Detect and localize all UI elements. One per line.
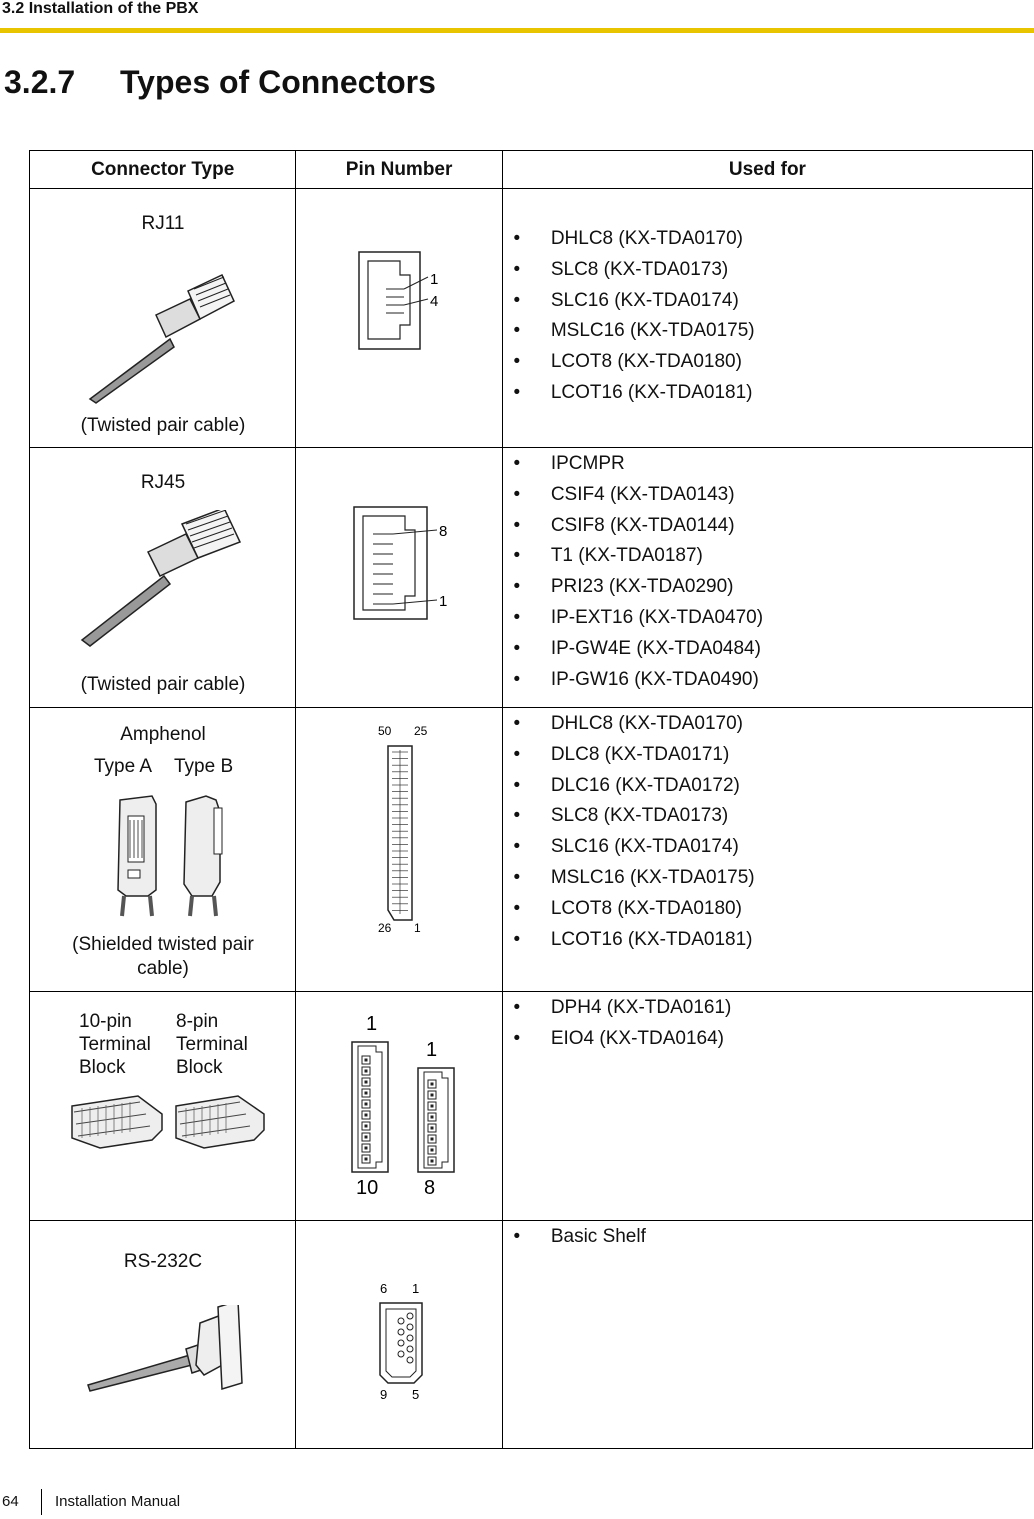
pin-label: 1 <box>426 1039 438 1061</box>
page-number: 64 <box>2 1493 19 1510</box>
cable-label: (Twisted pair cable) <box>80 674 246 695</box>
header-connector-type: Connector Type <box>30 151 296 189</box>
used-for-list <box>503 225 755 410</box>
bullet: • <box>513 381 521 403</box>
section-number: 3.2.7 <box>4 64 76 100</box>
bullet: • <box>513 743 521 765</box>
list-item-text: DHLC8 (KX-TDA0170) <box>550 713 743 734</box>
list-item <box>503 772 755 803</box>
header-rule <box>0 28 1034 33</box>
rj45-pin-diagram <box>353 506 473 636</box>
used-for-list <box>503 994 732 1056</box>
terminal-block-10-label <box>79 1010 151 1079</box>
pin-label: 1 <box>414 921 422 935</box>
list-item-text: SLC8 (KX-TDA0173) <box>550 258 729 280</box>
connector-cell-rs232c <box>30 1221 296 1449</box>
list-item-text: DLC16 (KX-TDA0172) <box>550 774 740 796</box>
list-item-text: LCOT8 (KX-TDA0180) <box>550 351 742 373</box>
list-item-text: DLC8 (KX-TDA0171) <box>550 743 730 765</box>
bullet: • <box>513 805 521 827</box>
manual-name: Installation Manual <box>55 1493 181 1510</box>
label-line: Terminal <box>79 1034 151 1055</box>
used-for-list <box>503 450 763 696</box>
pin-cell-rj11 <box>296 189 502 448</box>
list-item-text: IP-EXT16 (KX-TDA0470) <box>550 606 764 628</box>
list-item-text: SLC16 (KX-TDA0174) <box>550 836 739 858</box>
list-item <box>503 666 763 697</box>
terminal-pin-dot <box>365 1103 368 1106</box>
list-item <box>503 287 755 318</box>
pin-label: 10 <box>356 1177 379 1199</box>
bullet: • <box>513 866 521 888</box>
list-item <box>503 864 755 895</box>
header-used-for: Used for <box>502 151 1032 189</box>
list-item <box>503 895 755 926</box>
list-item <box>503 1223 646 1254</box>
list-item <box>503 317 755 348</box>
terminal-pin-dot <box>365 1081 368 1084</box>
table-row-rj45 <box>30 448 1033 708</box>
terminal-pin-dot <box>365 1136 368 1139</box>
type-b-label: Type B <box>174 756 234 777</box>
bullet: • <box>513 897 521 919</box>
terminal-pin-dot <box>365 1147 368 1150</box>
pin-cell-terminal-block <box>296 992 502 1221</box>
bullet: • <box>513 576 521 598</box>
bullet: • <box>513 320 521 342</box>
label-line: Terminal <box>176 1034 248 1055</box>
connector-type-label: RJ45 <box>140 472 186 493</box>
pin-label: 4 <box>430 293 439 310</box>
list-item-text: PRI23 (KX-TDA0290) <box>550 576 734 598</box>
amphenol-pin-diagram <box>374 718 454 938</box>
connector-table <box>29 150 1033 1449</box>
amphenol-type-a-illustration <box>106 792 166 917</box>
connector-type-label: Amphenol <box>120 724 206 745</box>
section-heading <box>4 64 436 101</box>
terminal-pin-dot <box>431 1105 434 1108</box>
pin-label: 6 <box>380 1281 388 1296</box>
list-item-text: MSLC16 (KX-TDA0175) <box>550 866 755 888</box>
terminal-block-8-label <box>176 1010 248 1079</box>
bullet: • <box>513 836 521 858</box>
bullet: • <box>513 997 521 1018</box>
pin-label: 5 <box>412 1387 420 1401</box>
list-item <box>503 802 755 833</box>
terminal-pin-dot <box>365 1070 368 1073</box>
pin-cell-amphenol <box>296 708 502 992</box>
bullet: • <box>513 713 521 734</box>
used-for-list <box>503 710 755 956</box>
terminal-pin-dot <box>431 1083 434 1086</box>
terminal-pin-dot <box>431 1138 434 1141</box>
type-a-label: Type A <box>94 756 153 777</box>
pin-label: 1 <box>430 271 439 288</box>
cable-label-line1: (Shielded twisted pair <box>72 934 254 955</box>
header-pin-number: Pin Number <box>296 151 502 189</box>
pin-cell-rs232c <box>296 1221 502 1449</box>
terminal-pin-dot <box>431 1116 434 1119</box>
terminal-pin-dot <box>365 1114 368 1117</box>
list-item <box>503 256 755 287</box>
terminal-block-8-illustration <box>174 1092 270 1152</box>
bullet: • <box>513 483 521 505</box>
used-for-cell-rj11 <box>502 189 1032 448</box>
rs232c-pin-diagram <box>374 1281 444 1401</box>
bullet: • <box>513 351 521 373</box>
bullet: • <box>513 514 521 536</box>
used-for-list <box>503 1223 646 1254</box>
bullet: • <box>513 258 521 280</box>
pin-label: 8 <box>439 523 448 540</box>
section-title: Types of Connectors <box>120 64 436 100</box>
pin-label: 1 <box>366 1013 378 1035</box>
list-item <box>503 225 755 256</box>
bullet: • <box>513 637 521 659</box>
terminal-block-pin-diagram <box>346 1012 466 1202</box>
bullet: • <box>513 774 521 796</box>
list-item <box>503 573 763 604</box>
list-item-text: SLC16 (KX-TDA0174) <box>550 289 739 311</box>
pin-label: 50 <box>378 724 392 738</box>
pin-label: 1 <box>412 1281 420 1296</box>
list-item <box>503 635 763 666</box>
connector-cell-amphenol <box>30 708 296 992</box>
rj11-pin-diagram <box>358 251 468 361</box>
used-for-cell-amphenol <box>502 708 1032 992</box>
list-item-text: SLC8 (KX-TDA0173) <box>550 805 729 827</box>
list-item-text: CSIF8 (KX-TDA0144) <box>550 514 735 536</box>
list-item <box>503 710 755 741</box>
running-title: 3.2 Installation of the PBX <box>2 0 199 17</box>
pin-label: 9 <box>380 1387 388 1401</box>
label-line: Block <box>176 1057 223 1078</box>
list-item-text: LCOT16 (KX-TDA0181) <box>550 381 753 403</box>
amphenol-type-b-illustration <box>176 792 236 917</box>
running-header <box>0 0 1034 34</box>
footer-divider <box>41 1489 42 1515</box>
page-footer <box>0 1485 400 1519</box>
connector-cell-terminal-block <box>30 992 296 1221</box>
list-item-text: LCOT8 (KX-TDA0180) <box>550 897 742 919</box>
list-item <box>503 481 763 512</box>
list-item <box>503 994 732 1025</box>
label-line: Block <box>79 1057 126 1078</box>
terminal-pin-dot <box>365 1158 368 1161</box>
connector-cell-rj45 <box>30 448 296 708</box>
list-item-text: DHLC8 (KX-TDA0170) <box>550 228 743 249</box>
list-item <box>503 741 755 772</box>
list-item-text: CSIF4 (KX-TDA0143) <box>550 483 735 505</box>
rj45-plug-illustration <box>74 510 254 650</box>
pin-label: 26 <box>378 921 392 935</box>
terminal-pin-dot <box>365 1092 368 1095</box>
bullet: • <box>513 1226 521 1247</box>
list-item <box>503 833 755 864</box>
used-for-cell-terminal-block <box>502 992 1032 1221</box>
list-item-text: DPH4 (KX-TDA0161) <box>550 997 732 1018</box>
table-header-row <box>30 151 1033 189</box>
list-item-text: T1 (KX-TDA0187) <box>550 545 703 567</box>
list-item <box>503 1025 732 1056</box>
list-item-text: IP-GW16 (KX-TDA0490) <box>550 668 759 690</box>
list-item-text: IP-GW4E (KX-TDA0484) <box>550 637 761 659</box>
list-item <box>503 379 755 410</box>
bullet: • <box>513 668 521 690</box>
terminal-pin-dot <box>431 1094 434 1097</box>
list-item <box>503 926 755 957</box>
used-for-cell-rj45 <box>502 448 1032 708</box>
list-item-text: MSLC16 (KX-TDA0175) <box>550 320 755 342</box>
cable-label: (Twisted pair cable) <box>80 415 246 436</box>
list-item <box>503 542 763 573</box>
bullet: • <box>513 1027 521 1049</box>
terminal-pin-dot <box>431 1160 434 1163</box>
bullet: • <box>513 228 521 249</box>
terminal-block-10-illustration <box>70 1092 166 1152</box>
pin-label: 8 <box>424 1177 436 1199</box>
terminal-pin-dot <box>431 1127 434 1130</box>
list-item-text: EIO4 (KX-TDA0164) <box>550 1027 724 1049</box>
list-item <box>503 604 763 635</box>
used-for-cell-rs232c <box>502 1221 1032 1449</box>
connector-type-label: RJ11 <box>141 213 185 234</box>
list-item <box>503 450 763 481</box>
label-line: 8-pin <box>176 1011 219 1032</box>
bullet: • <box>513 928 521 950</box>
bullet: • <box>513 606 521 628</box>
list-item-text: IPCMPR <box>550 453 625 474</box>
terminal-pin-dot <box>431 1149 434 1152</box>
list-item-text: LCOT16 (KX-TDA0181) <box>550 928 753 950</box>
bullet: • <box>513 453 521 474</box>
bullet: • <box>513 545 521 567</box>
terminal-pin-dot <box>365 1059 368 1062</box>
rj11-plug-illustration <box>70 269 250 409</box>
pin-cell-rj45 <box>296 448 502 708</box>
label-line: 10-pin <box>79 1011 132 1032</box>
pin-label: 25 <box>414 724 428 738</box>
list-item-text: Basic Shelf <box>550 1226 646 1247</box>
terminal-pin-dot <box>365 1125 368 1128</box>
connector-type-label: RS-232C <box>123 1251 203 1272</box>
bullet: • <box>513 289 521 311</box>
list-item <box>503 512 763 543</box>
list-item <box>503 348 755 379</box>
rs232c-plug-illustration <box>86 1305 246 1395</box>
cable-label-line2: cable) <box>137 958 189 979</box>
table-row-rs232c <box>30 1221 1033 1449</box>
connector-cell-rj11 <box>30 189 296 448</box>
table-row-terminal-block <box>30 992 1033 1221</box>
pin-label: 1 <box>439 593 448 610</box>
table-row-amphenol <box>30 708 1033 992</box>
table-row-rj11 <box>30 189 1033 448</box>
